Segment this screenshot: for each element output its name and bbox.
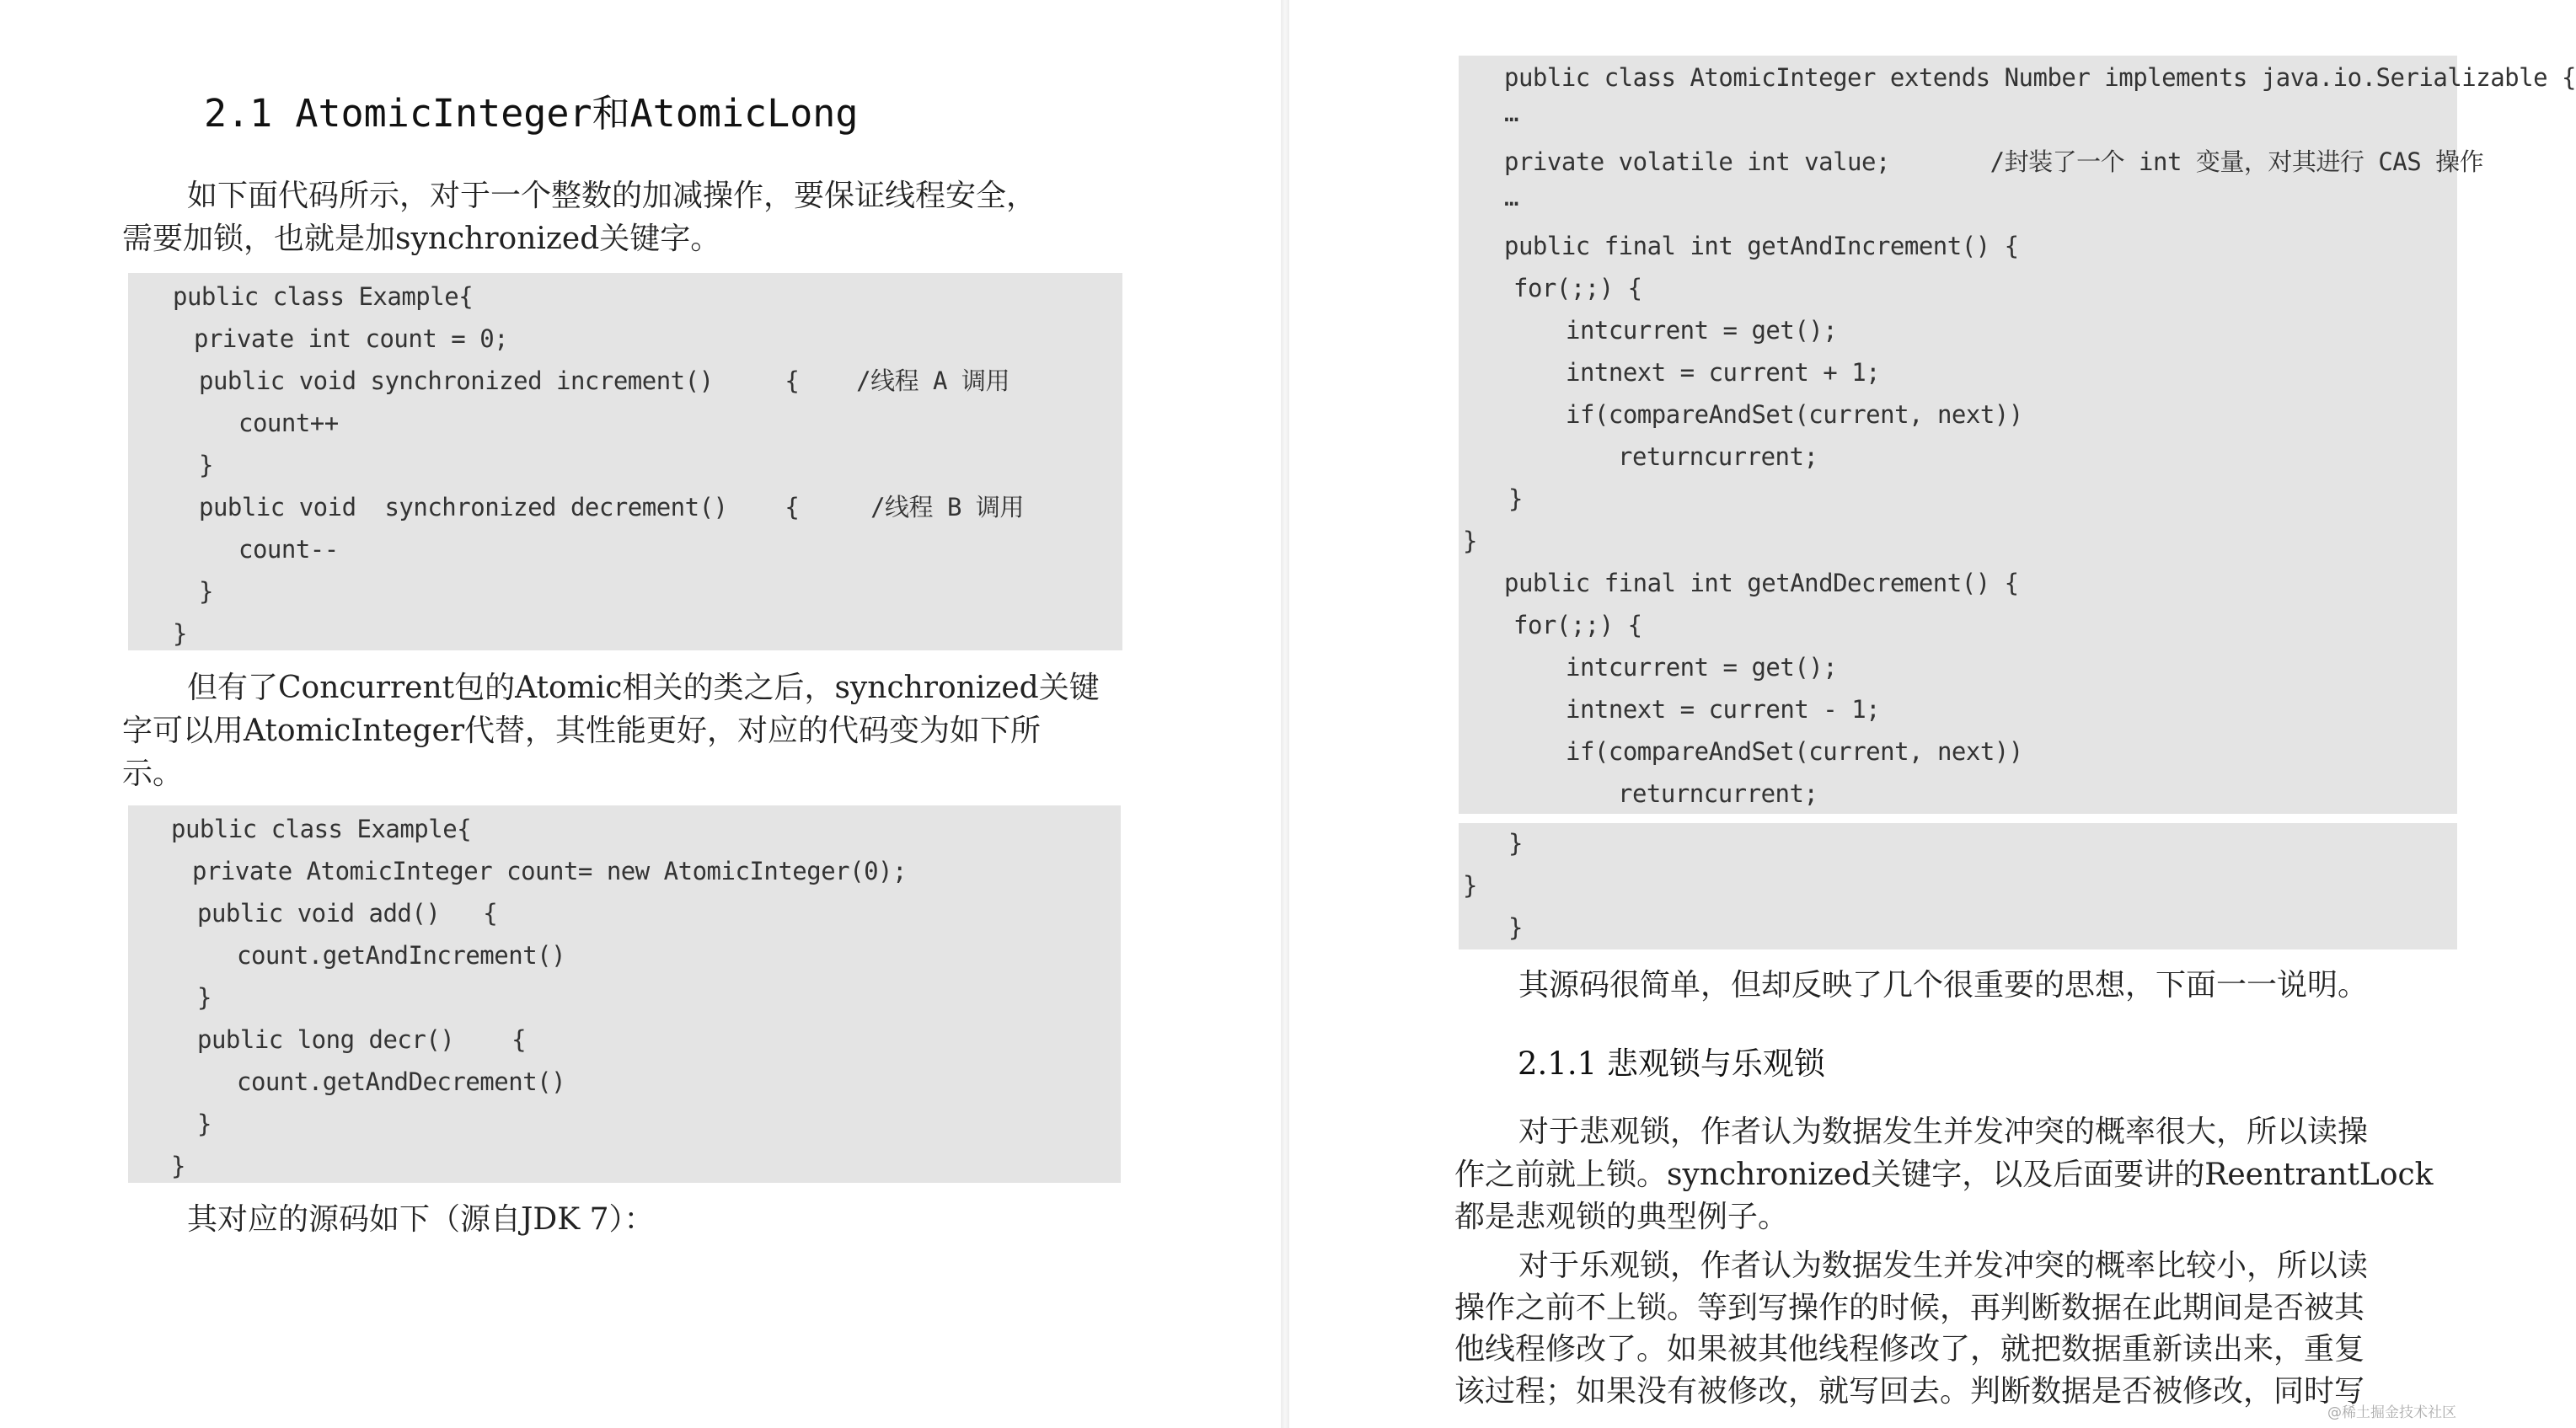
code-line: …	[1504, 99, 1518, 127]
code-line: public class Example{	[173, 282, 474, 311]
code-line: intcurrent = get();	[1566, 316, 1838, 345]
page-gutter	[1281, 0, 1289, 1428]
watermark: @稀土掘金技术社区	[2327, 1404, 2456, 1421]
optimistic-lock-line: 他线程修改了。如果被其他线程修改了，就把数据重新读出来，重复	[1454, 1332, 2365, 1366]
code-line: }	[199, 577, 213, 606]
code-line: }	[1508, 484, 1523, 513]
code-line: public final int getAndIncrement() {	[1504, 232, 2019, 260]
mid-paragraph-line: 示。	[122, 757, 184, 791]
code-line: public final int getAndDecrement() {	[1504, 569, 2019, 597]
code-line: returncurrent;	[1618, 779, 1818, 808]
mid-paragraph-line: 但有了Concurrent包的Atomic相关的类之后，synchronized关键	[187, 671, 1100, 705]
code-line: public long decr() {	[197, 1025, 527, 1054]
pessimistic-lock-line: 对于悲观锁，作者认为数据发生并发冲突的概率很大，所以读操	[1518, 1115, 2369, 1149]
code-line: }	[173, 619, 187, 648]
subsection-heading: 2.1.1 悲观锁与乐观锁	[1518, 1046, 1825, 1082]
section-heading: 2.1 AtomicInteger和AtomicLong	[204, 91, 859, 136]
code-line: returncurrent;	[1618, 442, 1818, 471]
code-line: private AtomicInteger count= new AtomicInteger(0);	[192, 857, 907, 885]
code-line: count.getAndDecrement()	[237, 1067, 566, 1096]
code-line: }	[197, 1110, 212, 1138]
intro-paragraph-line: 如下面代码所示，对于一个整数的加减操作，要保证线程安全，	[187, 179, 1037, 213]
source-note: 其对应的源码如下（源自JDK 7）：	[187, 1202, 655, 1237]
code-line: …	[1504, 183, 1518, 211]
code-block-closing-braces	[1459, 823, 2457, 949]
code-line: }	[197, 983, 212, 1012]
optimistic-lock-line: 该过程；如果没有被修改，就写回去。判断数据是否被修改，同时写	[1454, 1374, 2365, 1409]
code-line: private int count = 0;	[194, 324, 509, 353]
code-line: if(compareAndSet(current, next))	[1566, 737, 2023, 766]
code-line: public void synchronized increment() { /线程 A 调用	[199, 366, 1010, 395]
optimistic-lock-line: 对于乐观锁，作者认为数据发生并发冲突的概率比较小，所以读	[1518, 1249, 2369, 1283]
right-page	[1289, 0, 2576, 1428]
code-line: public class AtomicInteger extends Number implements java.io.Serializable {	[1504, 63, 2576, 92]
code-line: intnext = current + 1;	[1566, 358, 1881, 387]
code-line: }	[1463, 527, 1477, 555]
intro-paragraph-line: 需要加锁，也就是加synchronized关键字。	[122, 222, 721, 256]
mid-paragraph-line: 字可以用AtomicInteger代替，其性能更好，对应的代码变为如下所	[122, 714, 1042, 748]
code-block-atomicinteger-source	[1459, 56, 2576, 814]
code-line: for(;;) {	[1513, 274, 1642, 302]
code-line: intcurrent = get();	[1566, 653, 1838, 682]
pessimistic-lock-line: 都是悲观锁的典型例子。	[1454, 1200, 1789, 1234]
pessimistic-lock-line: 作之前就上锁。synchronized关键字，以及后面要讲的ReentrantLock	[1454, 1158, 2434, 1192]
code-line: public void add() {	[197, 899, 498, 928]
summary-paragraph: 其源码很简单，但却反映了几个很重要的思想，下面一一说明。	[1518, 968, 2369, 1003]
code-block-synchronized-example	[128, 273, 1122, 650]
optimistic-lock-line: 操作之前不上锁。等到写操作的时候，再判断数据在此期间是否被其	[1454, 1291, 2365, 1325]
left-page	[0, 0, 1281, 1428]
code-line: count--	[238, 535, 339, 564]
code-line: intnext = current - 1;	[1566, 695, 1881, 724]
code-line: }	[1508, 913, 1523, 942]
code-line: }	[199, 451, 213, 479]
code-line: if(compareAndSet(current, next))	[1566, 400, 2023, 429]
code-line: for(;;) {	[1513, 611, 1642, 639]
code-line: }	[1508, 829, 1523, 858]
code-line: public void synchronized decrement() { /线程 B 调用	[199, 493, 1024, 521]
code-line: }	[171, 1152, 185, 1180]
code-block-atomic-example	[128, 805, 1121, 1183]
code-line: private volatile int value; /封装了一个 int 变量，对其进行 CAS 操作	[1504, 147, 2484, 176]
code-line: count.getAndIncrement()	[237, 941, 566, 970]
code-line: }	[1463, 871, 1477, 900]
code-line: count++	[238, 409, 339, 437]
code-line: public class Example{	[171, 815, 472, 843]
